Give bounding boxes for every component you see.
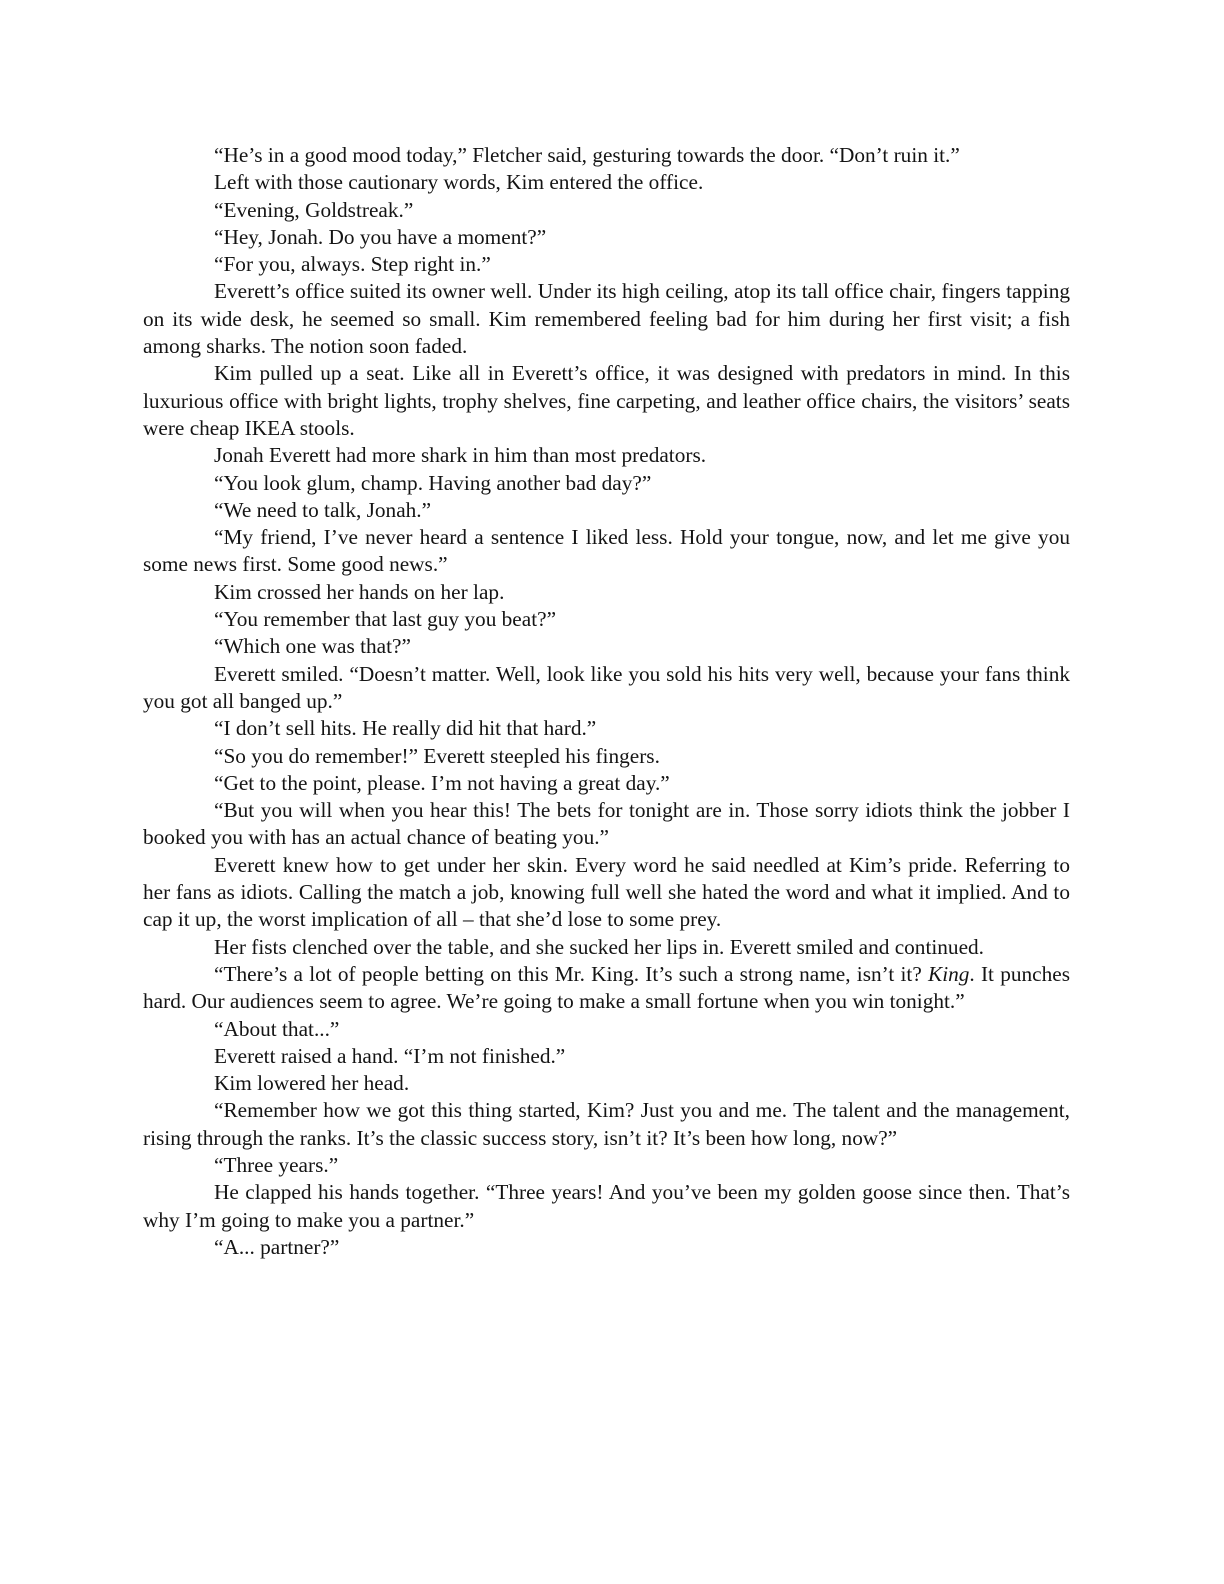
paragraph: “My friend, I’ve never heard a sentence I liked less. Hold your tongue, now, and let me give you some news first. Some good news.”	[143, 525, 1070, 577]
paragraph: “But you will when you hear this! The bets for tonight are in. Those sorry idiots think the jobber I booked you with has an actual chance of beating you.”	[143, 798, 1070, 850]
paragraph: “So you do remember!” Everett steepled his fingers.	[214, 743, 660, 768]
paragraph: “Get to the point, please. I’m not having a great day.”	[214, 770, 670, 795]
paragraph: Kim lowered her head.	[214, 1071, 410, 1096]
paragraph: “Three years.”	[214, 1152, 339, 1177]
paragraph: “For you, always. Step right in.”	[214, 252, 491, 277]
paragraph: Kim pulled up a seat. Like all in Everett’s office, it was designed with predators in mind. In this luxurious office with bright lights, trophy shelves, fine carpeting, and leather office chairs, the visitors’ seats were cheap IKEA stools.	[143, 361, 1070, 440]
paragraph: “About that...”	[214, 1016, 340, 1041]
paragraph: “A... partner?”	[214, 1234, 340, 1259]
paragraph: “You look glum, champ. Having another bad day?”	[214, 470, 652, 495]
paragraph: “You remember that last guy you beat?”	[214, 607, 557, 632]
paragraph: Everett knew how to get under her skin. Every word he said needled at Kim’s pride. Referring to her fans as idiots. Calling the match a job, knowing full well she hated the word and what it implied. And to cap it up, the worst implication of all – that she’d lose to some prey.	[143, 852, 1070, 932]
paragraph: Everett’s office suited its owner well. Under its high ceiling, atop its tall office chair, fingers tapping on its wide desk, he seemed so small. Kim remembered feeling bad for him during her first visit; a fish among sharks. The notion soon faded.	[143, 279, 1070, 359]
paragraph: “I don’t sell hits. He really did hit that hard.”	[214, 716, 597, 741]
body-text	[143, 142, 1070, 1261]
text-run: “There’s a lot of people betting on this Mr. King. It’s such a strong name, isn’t it?	[214, 961, 928, 986]
paragraph: “Hey, Jonah. Do you have a moment?”	[214, 224, 547, 249]
paragraph: “We need to talk, Jonah.”	[214, 497, 432, 522]
paragraph: He clapped his hands together. “Three years! And you’ve been my golden goose since then. That’s why I’m going to make you a partner.”	[143, 1180, 1070, 1232]
paragraph: Left with those cautionary words, Kim entered the office.	[214, 170, 704, 195]
italic-word: King	[928, 961, 970, 986]
paragraph: Her fists clenched over the table, and she sucked her lips in. Everett smiled and continued.	[214, 934, 984, 959]
paragraph: “Evening, Goldstreak.”	[214, 197, 414, 222]
text-run: . It punches hard. Our audiences seem to agree. We’re going to make a small fortune when you win tonight.”	[143, 961, 1070, 1014]
paragraph: “Which one was that?”	[214, 634, 411, 659]
paragraph: Jonah Everett had more shark in him than most predators.	[214, 443, 707, 468]
paragraph: Everett raised a hand. “I’m not finished.”	[214, 1043, 566, 1068]
paragraph: “He’s in a good mood today,” Fletcher said, gesturing towards the door. “Don’t ruin it.”	[214, 143, 960, 167]
paragraph-with-italic	[143, 961, 1070, 1016]
paragraph: Kim crossed her hands on her lap.	[214, 579, 505, 604]
paragraph: “Remember how we got this thing started, Kim? Just you and me. The talent and the management, rising through the ranks. It’s the classic success story, isn’t it? It’s been how long, now?”	[143, 1098, 1070, 1150]
paragraph: Everett smiled. “Doesn’t matter. Well, look like you sold his hits very well, because your fans think you got all banged up.”	[143, 661, 1070, 713]
